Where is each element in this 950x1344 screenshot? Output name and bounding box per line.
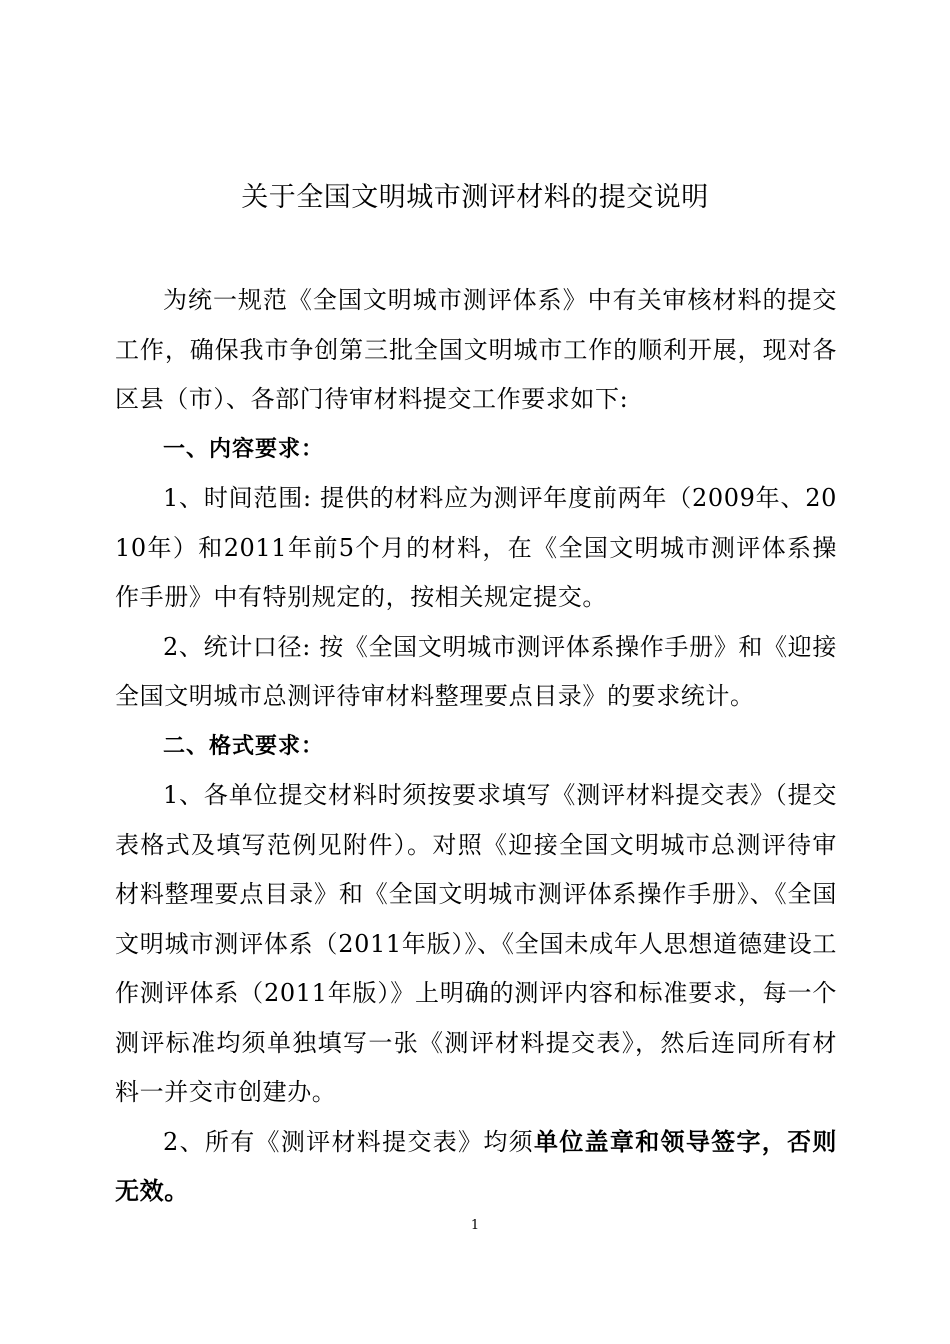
seal-signature-emphasis: 单位盖章和领导签字，否则无效。 [115,1127,837,1205]
document-title: 关于全国文明城市测评材料的提交说明 [241,182,709,213]
paragraph-statistical-scope: 2、统计口径: 按《全国文明城市测评体系操作手册》和《迎接全国文明城市总测评待审材料整理要点目录》的要求统计。 [115,632,837,710]
paragraph-submission-form: 1、各单位提交材料时须按要求填写《测评材料提交表》（提交表格式及填写范例见附件）。对照《迎接全国文明城市总测评待审材料整理要点目录》和《全国文明城市测评体系操作手册》、《全国文明城市测评体系（2011年版）》、《全国未成年人思想道德建设工作测评体系（2011年版）》上明确的测评内容和标准要求，每一个测评标准均须单独填写一张《测评材料提交表》，然后连同所有材料一并交市创建办。 [115,781,837,1106]
section-heading-content-requirements: 一、内容要求： [163,436,325,462]
section-heading-format-requirements: 二、格式要求： [163,733,325,759]
page-number: 1 [470,1218,480,1233]
document-body [115,276,837,1217]
paragraph-seal-signature [115,1118,837,1217]
seal-signature-text: 2、所有《测评材料提交表》均须 [163,1127,534,1156]
paragraph-time-range: 1、时间范围: 提供的材料应为测评年度前两年（2009年、2010年）和2011年前5个月的材料，在《全国文明城市测评体系操作手册》中有特别规定的，按相关规定提交。 [115,484,837,611]
intro-paragraph: 为统一规范《全国文明城市测评体系》中有关审核材料的提交工作，确保我市争创第三批全国文明城市工作的顺利开展，现对各区县（市）、各部门待审材料提交工作要求如下: [115,286,837,413]
